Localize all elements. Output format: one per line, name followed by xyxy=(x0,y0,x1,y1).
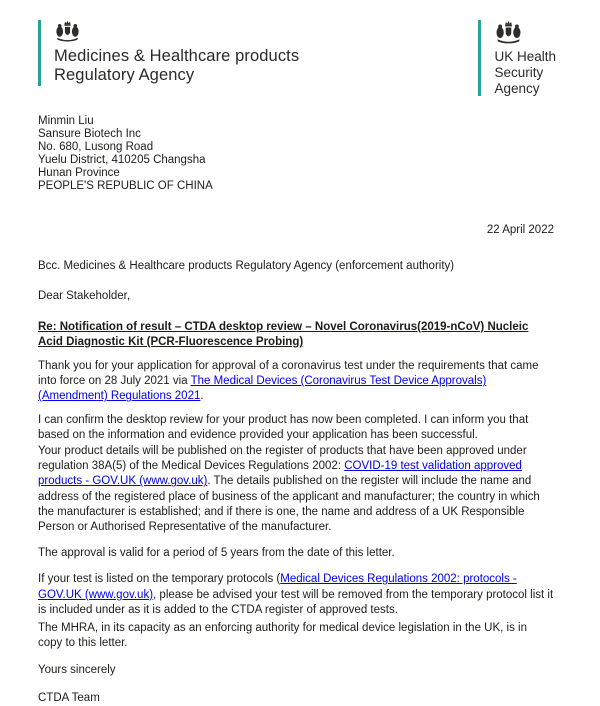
paragraph-confirmation: I can confirm the desktop review for your product has now been completed. I can inform you that based on the information and evidence provided your application has been successful. xyxy=(38,413,529,441)
regulations-2021-link[interactable]: The Medical Devices (Coronavirus Test Device Approvals) (Amendment) Regulations 2021 xyxy=(38,375,487,403)
ukhsa-logo xyxy=(478,20,556,97)
ukhsa-logo-text-line3: Agency xyxy=(494,81,540,96)
paragraph-text: If your test is listed on the temporary protocols ( xyxy=(38,573,281,586)
paragraph-text: , please be advised your test will be removed from the temporary protocol list it is included under as it is added to the CTDA register of approved tests. xyxy=(38,588,554,616)
closing: Yours sincerely xyxy=(38,664,116,677)
salutation: Dear Stakeholder, xyxy=(38,290,131,303)
paragraph-text: Thank you for your application for approval of a coronavirus test under the requirements that came into force on 28 July 2021 via xyxy=(38,360,539,388)
subject-line: Re: Notification of result – CTDA desktop review – Novel Coronavirus(2019-nCoV) Nucleic Acid Diagnostic Kit (PCR-Fluorescence Probing) xyxy=(38,320,529,348)
letterhead xyxy=(38,20,558,97)
address-line: Hunan Province xyxy=(38,167,120,179)
mhra-logo xyxy=(38,20,299,86)
paragraph-application xyxy=(38,359,554,405)
ukhsa-logo-text-line2: Security xyxy=(494,65,544,80)
paragraph-text: Your product details will be published on the register of products that have been approved under regulation 38A(5) of the Medical Devices Regulations 2002: xyxy=(38,445,527,473)
approved-products-link[interactable]: COVID-19 test validation approved products - GOV.UK (www.gov.uk) xyxy=(38,460,522,488)
paragraph-register xyxy=(38,444,554,535)
letter-date: 22 April 2022 xyxy=(486,224,554,236)
paragraph-mhra-copy: The MHRA, in its capacity as an enforcing authority for medical device legislation in the UK, is in copy to this letter. xyxy=(38,622,527,650)
paragraph-approval-validity: The approval is valid for a period of 5 years from the date of this letter. xyxy=(38,547,395,560)
address-line: Minmin Liu xyxy=(38,115,94,127)
signature: CTDA Team xyxy=(38,691,100,704)
royal-crest-icon xyxy=(54,20,81,42)
letter-body xyxy=(38,115,554,706)
royal-crest-icon xyxy=(494,20,523,44)
paragraph-text: . The details published on the register will include the name and address of the registered place of business of the applicant and manufacturer; the country in which the manufacturer is established; and if there is one, the name and address of a UK Responsible Person or Authorised Representative of the manufacturer. xyxy=(38,475,540,534)
address-line: Yuelu District, 410205 Changsha xyxy=(38,154,206,166)
address-line: Sansure Biotech Inc xyxy=(38,128,141,140)
ukhsa-logo-text-line1: UK Health xyxy=(494,49,556,64)
recipient-address xyxy=(38,115,554,193)
paragraph-temporary-protocols xyxy=(38,572,554,618)
protocols-link[interactable]: Medical Devices Regulations 2002: protocols - GOV.UK (www.gov.uk) xyxy=(38,573,517,601)
address-line: PEOPLE'S REPUBLIC OF CHINA xyxy=(38,180,213,192)
paragraph-text: . xyxy=(200,390,204,403)
mhra-logo-text-line1: Medicines & Healthcare products xyxy=(54,47,300,65)
bcc-line: Bcc. Medicines & Healthcare products Regulatory Agency (enforcement authority) xyxy=(38,260,455,273)
mhra-logo-text-line2: Regulatory Agency xyxy=(54,66,195,84)
address-line: No. 680, Lusong Road xyxy=(38,141,154,153)
